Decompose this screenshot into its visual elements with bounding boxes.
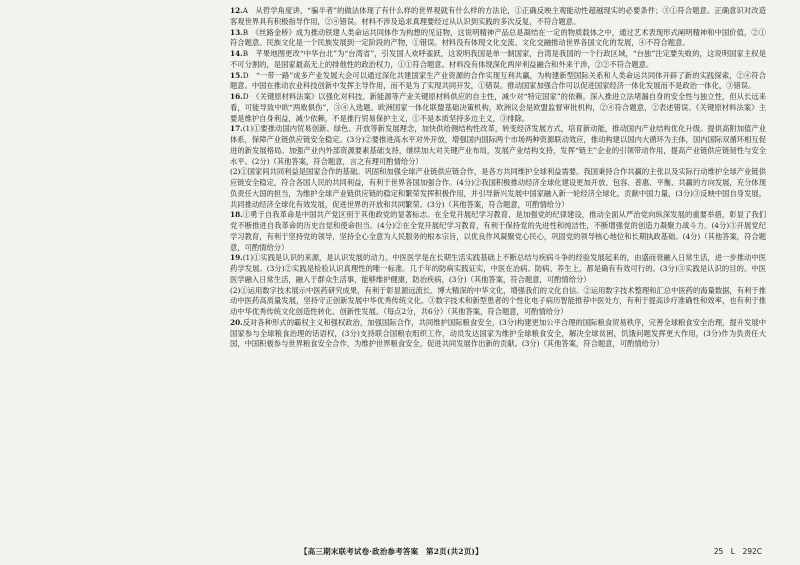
answer-text: B 《丝路金桥》成为推动铁建人类命运共同体作为构想的见证物，这说明精神产品总是凝结在一定的物质载体之中，通过艺术表现形式阐明精神和中国价值，②①符合题意。民族文化是一个民族发展到一定阶段的产物，①错误。材料没有体现文化交流、文化交融推动世界各国文化的发展，④不符合题意。 [230,27,766,48]
footer-code: 25 L 292C [713,547,762,556]
answer-item [230,71,766,93]
answer-text: (1)①要推动国内贸易创新、绿色、开放等新发展理念，加快供给侧结构性改革，转变经济发展方式，培育新动能，推动国内产业结构优化升级。提供高附加值产业体系，保障产业链供应链安全稳定。(3分)②要推进高水平对外开放，增强国内国际两个市场两种资源联动效应，推动构建以国内大循环为主体，国内国际双循环相互促进的新发展格局。加强产业内外部资源要素基础支持，继续加大对关键产业布局，发展产业结构支持，发挥“链主”企业的引领带动作用，提高产业链供应链韧性与安全水平。(2分)（其他答案，符合题意，言之有理可酌情给分） [230,124,766,166]
answer-item [230,318,766,350]
answer-item [230,167,766,210]
answer-text: 反对各种形式的霸权主义和强权政治，加强国际合作，共同维护国际粮食安全，(3分)构建更加公平合理的国际粮食贸易秩序，完善全球粮食安全治理，提升发展中国家参与全球粮食治理的话语权，(3分)支持联合国粮农组织工作，动员发达国家为维护全球粮食安全，解决全球贫困，饥饿问题发挥更大作用，(3分)作为负责任大国，中国积极参与世界粮食安全合作，为维护世界粮食安全，促进共同发展作出新的贡献。(3分)（其他答案，符合题意，可酌情给分） [230,317,766,349]
footer-title: 【高三期末联考试卷·政治参考答案 第2页(共2页)】 [300,547,483,556]
answer-text: A 从哲学角度讲，“骗半者”的做法体现了有什么样的世界观就有什么样的方法论，①正确反映主观能动性超越现实的必要条件；③①符合题意。正确意识对改造客观世界具有积极指导作用，②④错误。材料不涉及追求真理要经过从认识到实践的多次反复，不符合题意。 [230,6,766,26]
question-number: 19. [230,253,243,263]
answer-item [230,49,766,71]
answer-item [230,6,766,28]
answer-item [230,253,766,285]
answer-list [230,6,766,350]
question-number: 16. [230,92,243,101]
answer-item [230,210,766,253]
question-number: 17. [230,124,243,134]
answer-text: D “一带一路”成多产业发展大会可以通过深化共建国家生产业资源的合作实现互利共赢，为构建新型国际关系和人类命运共同体开辟了新的实践探索，②④符合题意。中国在推动农业科技创新中发挥主导作用，而不是为了实现共同开发，①错误。推动国家加强合作可以促进国家经济一体化发展而不是政治一体化，③错误。 [230,70,766,91]
question-number: 18. [230,210,243,220]
answer-text: (2)①国家间共同利益是国家合作的基础。巩固和加强全球产业链供应链合作，是各方共同维护全球利益需要。我国秉持合作共赢的主张以及实际行动维护全球产业链供应链安全稳定，符合各国人民的共同利益，有利于世界各国加强合作。(4分)②我国积极推动经济全球化建设更加开放、包容、普惠、平衡、共赢的方向发展，充分体现负责任大国的担当，为维护全球产业链供应链的稳定和繁荣发挥积极作用，并引导新兴发展中国家融入新一轮经济全球化，贡献中国力量，(3分)③反映中国自身发展，共同推动经济全球化有效发展，促进世界的开放和共同繁荣。(3分)（其他答案，符合题意，可酌情给分） [230,167,766,209]
question-number: 14. [230,49,243,58]
question-number: 12. [230,6,243,15]
answer-text: (1)①实践是认识的来源，是认识发展的动力。中医医学是在长期生活实践基础上不断总结与疾病斗争的经验发展起来的，由盛而衰融入日常生活，进一步推动中医药学发展。(3分)②实践是检验认识真理性的唯一标准。几千年的防病实践证实，中医在冶病、防病、养生上，都是确有有效可行的。(3分)③实践是认识的目的。中医医学融入日常生活，融入于群众生活事，能够维护健康，防治疾病，(3分)（其他答案，符合题意，可酌情给分） [230,253,766,284]
question-number: 20. [230,317,243,327]
question-number: 15. [230,70,243,80]
answer-text: B 芊果地图更改“中华台北”为“台湾省”，引发国人欢呼雀跃，这说明我国是单一制国家，台湾是我国的一个行政区域，“台独”注定要失败的，这说明国家主权是不可分割的，是国家最高无上的排他性的政治权力，①①符合题意。材料没有体现深化两岸利益融合和外来干涉，②②不符合题意。 [230,49,766,69]
answer-text: (2)①运用数字技术展示中医药研究成果，有利于彰显源远流长、博大精深的中华文化，增强我们的文化自信。②运用数字技术整理和汇总中医药的海量数据，有利于推动中医药高质量发展，坚持守正创新发展中华优秀传统文化。③数字技术和新型患者的个性化电子病历智能推荐中医处方，有利于提高诊疗准确性和效率，也有利于推动中华优秀传统文化创造性转化、创新性发展。（每点2分，共6分）（其他答案，符合题意，可酌情给分） [230,285,766,316]
question-number: 13. [230,27,243,37]
answer-text: D 《关键原材料法案》以强化对科技、新能源等产业关键原材料供应的自主性，减少对“特定国家”的依赖。深入推进立法堵漏自身的安全性与独立性，但从长远来看，可能导致中欧“两败俱伤”，③④入选题。欧洲国家一体化联盟基础决策机构，欧洲议会是欧盟监督审批机构，②④符合题意，②表述错误。《关键原材料法案》主要是维护自身利益，减少依赖，不是推行贸易保护主义，①不是本质坚持多边主义，③排除。 [230,92,766,123]
answer-item [230,286,766,318]
answer-text: ①勇于自我革命是中国共产党区别于其他政党的显著标志。在全党开展纪学习教育，是加强党的纪律建设，推动全面从严治党向纵深发展的重要举措，彰显了我们党不断推进自我革命的历史自觉和使命担当。(4分)②在全党开展纪学习教育，有利于保持党的先进性和纯洁性，不断增强党的创造力凝聚力战斗力。(4分)③开展党纪学习教育，有利于坚持党的领导，坚持全心全意为人民服务的根本宗旨，以优良作风凝聚党心民心，巩固党的领导核心地位和长期执政基础。(4分)（其他答案，符合题意，可酌情给分） [230,210,766,252]
answer-item [230,124,766,167]
answer-item [230,28,766,50]
answer-item [230,92,766,124]
